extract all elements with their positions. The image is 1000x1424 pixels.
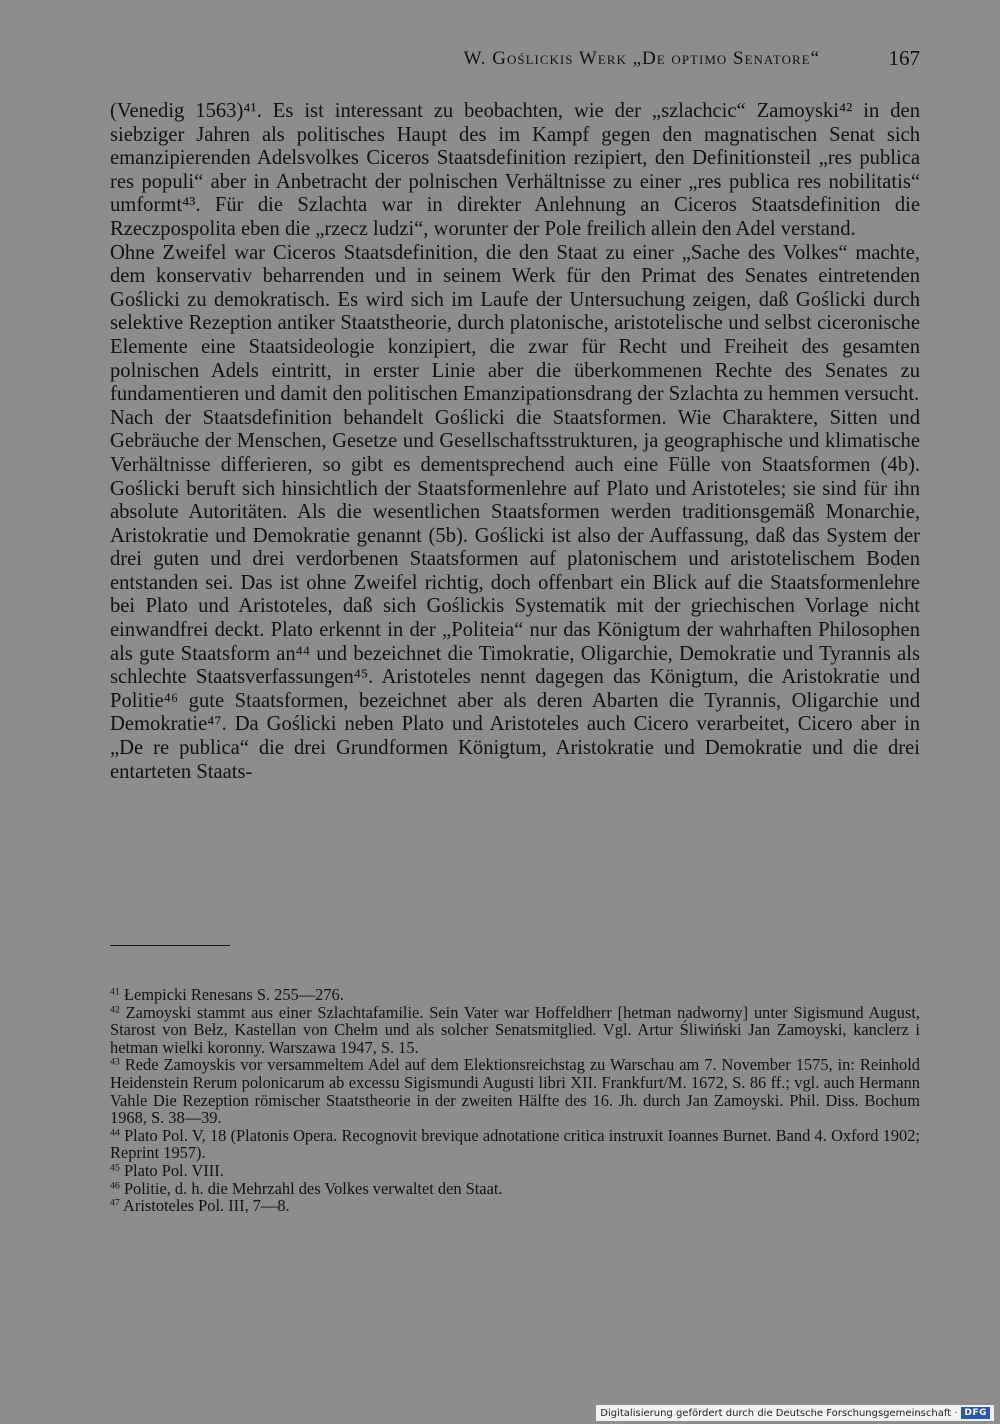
footnote-text: Plato Pol. VIII.	[123, 1160, 224, 1180]
paragraph: (Venedig 1563)⁴¹. Es ist interessant zu beobachten, wie der „szlachcic“ Zamoyski⁴² in den siebziger Jahren als politisches Haupt des im Kampf gegen den magnatischen Senat sich emanzipierenden Adelsvolkes Ciceros Staatsdefinition rezipiert, den Definitionsteil „res publica res populi“ aber in Anbetracht der polnischen Verhältnisse zu einer „res publica res nobilitatis“ umformt⁴³. Für die Szlachta war in direkter Anlehnung an Ciceros Staatsdefinition die Rzeczpospolita eben die „rzecz ludzi“, worunter der Pole freilich allein den Adel verstand.	[110, 100, 920, 240]
page-number: 167	[888, 46, 920, 70]
footnote-separator	[110, 945, 230, 946]
body-text	[110, 100, 920, 784]
footnote-text: Zamoyski stammt aus einer Szlachtafamilie. Sein Vater war Hoffeldherr [hetman nadworny] unter Sigismund August, Starost von Bełz, Kastellan von Chełm und als solcher Senatsmitglied. Vgl. Artur Śliwiński Jan Zamoyski, kanclerz i hetman wielki koronny. Warszawa 1947, S. 15.	[110, 1002, 920, 1057]
footnote-text: Politie, d. h. die Mehrzahl des Volkes verwaltet den Staat.	[123, 1178, 503, 1198]
paragraph: Ohne Zweifel war Ciceros Staatsdefinition, die den Staat zu einer „Sache des Volkes“ machte, dem konservativ beharrenden und in seinem Werk für den Primat des Senates eintretenden Goślicki zu demokratisch. Es wird sich im Laufe der Untersuchung zeigen, daß Goślicki durch selektive Rezeption antiker Staatstheorie, durch platonische, aristotelische und selbst ciceronische Elemente eine Staatsideologie konzipiert, die zwar für Recht und Freiheit des gesamten polnischen Adels eintritt, in erster Linie aber die überkommenen Rechte des Senates zu fundamentieren und damit den politischen Emanzipationsdrang der Szlachta zu hemmen versucht.	[110, 241, 920, 406]
footnote-number: 47	[110, 1197, 120, 1209]
footnote-number: 44	[110, 1127, 120, 1139]
footnote-number: 42	[110, 1004, 120, 1016]
footnote-text: Łempicki Renesans S. 255—276.	[123, 985, 344, 1004]
footnote-number: 46	[110, 1180, 120, 1192]
footnote-number: 43	[110, 1056, 120, 1068]
footnote	[110, 1197, 920, 1215]
running-title: W. Goślickis Werk „De optimo Senatore“	[463, 48, 820, 69]
credit-text: Digitalisierung gefördert durch die Deutsche Forschungsgemeinschaft ·	[600, 1407, 958, 1419]
footnote-text: Rede Zamoyskis vor versammeltem Adel auf dem Elektionsreichstag zu Warschau am 7. November 1575, in: Reinhold Heidenstein Rerum polonicarum ab excessu Sigismundi Augusti libri XII. Frankfurt/M. 1672, S. 86 ff.; vgl. auch Hermann Vahle Die Rezeption römischer Staatstheorie in der zweiten Hälfte des 16. Jh. durch Jan Zamoyski. Phil. Diss. Bochum 1968, S. 38—39.	[110, 1055, 920, 1128]
footnote	[110, 1127, 920, 1162]
footnote-number: 41	[110, 986, 120, 998]
footnote	[110, 986, 920, 1004]
footnote	[110, 1180, 920, 1198]
paragraph: Nach der Staatsdefinition behandelt Goślicki die Staatsformen. Wie Charaktere, Sitten und Gebräuche der Menschen, Gesetze und Gesellschaftsstrukturen, ja geographische und klimatische Verhältnisse differieren, so gibt es dementsprechend auch eine Fülle von Staatsformen (4b). Goślicki beruft sich hinsichtlich der Staatsformenlehre auf Plato und Aristoteles; sie sind für ihn absolute Autoritäten. Als die wesentlichen Staatsformen werden traditionsgemäß Monarchie, Aristokratie und Demokratie genannt (5b). Goślicki ist also der Auffassung, daß das System der drei guten und drei verdorbenen Staatsformen auf platonischem und aristotelischem Boden entstanden sei. Das ist ohne Zweifel richtig, doch offenbart ein Blick auf die Staatsformenlehre bei Plato und Aristoteles, daß sich Goślickis Systematik mit der griechischen Vorlage nicht einwandfrei deckt. Plato erkennt in der „Politeia“ nur das Königtum der wahrhaften Philosophen als gute Staatsform an⁴⁴ und bezeichnet die Timokratie, Oligarchie, Demokratie und Tyrannis als schlechte Staatsverfassungen⁴⁵. Aristoteles nennt dagegen das Königtum, die Aristokratie und Politie⁴⁶ gute Staatsformen, bezeichnet aber als deren Abarten die Tyrannis, Oligarchie und Demokratie⁴⁷. Da Goślicki neben Plato und Aristoteles auch Cicero verarbeitet, Cicero aber in „De re publica“ die drei Grundformen Königtum, Aristokratie und Demokratie und die drei entarteten Staats-	[110, 406, 920, 783]
footnote	[110, 1056, 920, 1126]
footnote-text: Plato Pol. V, 18 (Platonis Opera. Recognovit brevique adnotatione critica instruxit Ioannes Burnet. Band 4. Oxford 1902; Reprint 1957).	[110, 1125, 920, 1163]
digitization-credit	[596, 1405, 994, 1421]
page-header	[110, 48, 920, 78]
footnote-text: Aristoteles Pol. III, 7—8.	[123, 1196, 290, 1216]
footnote-number: 45	[110, 1162, 120, 1174]
footnote	[110, 1004, 920, 1057]
footnote	[110, 1162, 920, 1180]
dfg-logo-icon: DFG	[961, 1407, 990, 1419]
footnotes	[110, 986, 920, 1215]
